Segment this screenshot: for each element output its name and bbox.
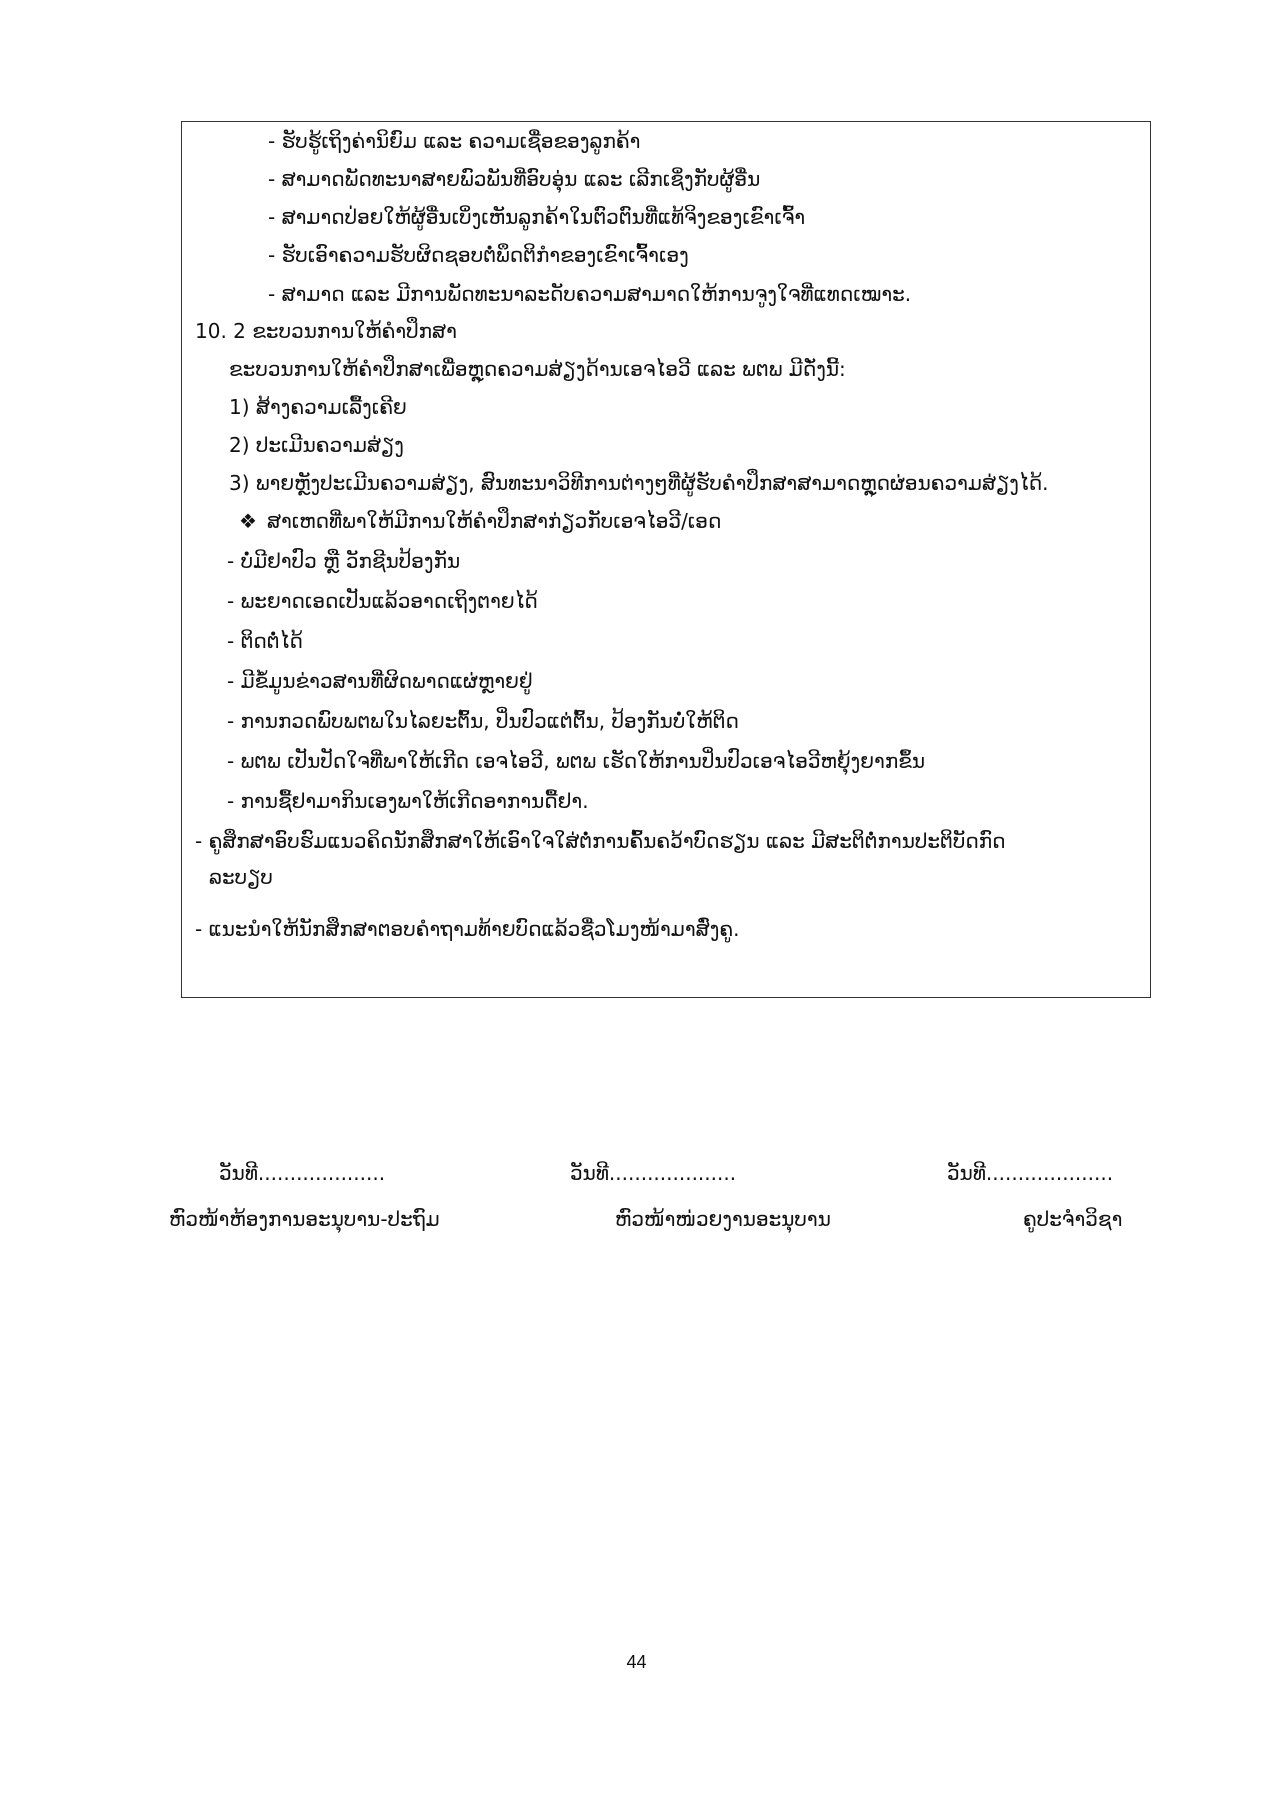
reasons-heading: ສາເຫດທີ່ພາໃຫ້ມີການໃຫ້ຄຳປຶກສາກ່ຽວກັບເອຈໄອວີ/ເອດ xyxy=(266,509,722,533)
reason-item: - ພະຍາດເອດເປັນແລ້ວອາດເຖິງຕາຍໄດ້ xyxy=(227,589,538,613)
teacher-note: - ຄູສຶກສາອົບຮົມແນວຄິດນັກສຶກສາໃຫ້ເອົາໃຈໃສ່ຕໍ່ການຄົ້ນຄວ້າບົດຮຽນ ແລະ ມີສະຕິຕໍ່ການປະຕິບັດກົດ xyxy=(195,829,1006,853)
page-number: 44 xyxy=(626,1652,647,1672)
reasons-heading-row xyxy=(239,508,721,534)
step-item: 1) ສ້າງຄວາມເລື້ງເຄີຍ xyxy=(229,395,407,419)
reason-item: - ບໍ່ມີຢາປົວ ຫຼື ວັກຊີນປ້ອງກັນ xyxy=(227,549,461,573)
date-line-left: ວັນທີ.................... xyxy=(219,1161,386,1185)
reason-item: - ມີຂໍ້ມູນຂ່າວສານທີ່ຜິດພາດແຜ່ຫຼາຍຢູ່ xyxy=(227,669,533,693)
reason-item: - ພຕພ ເປັນປັດໃຈທີ່ພາໃຫ້ເກີດ ເອຈໄອວີ, ພຕພ ເຮັດໃຫ້ການປິ່ນປົວເອຈໄອວີຫຍຸ້ງຍາກຂຶ້ນ xyxy=(227,749,926,773)
signature-title-left: ຫົວໜ້າຫ້ອງການອະນຸບານ-ປະຖົມ xyxy=(169,1207,440,1231)
section-intro: ຂະບວນການໃຫ້ຄຳປຶກສາເພື່ອຫຼຸດຄວາມສ່ຽງດ້ານເອຈໄອວີ ແລະ ພຕພ ມີດັ່ງນີ້: xyxy=(229,357,846,381)
homework-note: - ແນະນຳໃຫ້ນັກສຶກສາຕອບຄຳຖາມທ້າຍບົດແລ້ວຊື່ວໂມງໜ້າມາສົ່ງຄູ. xyxy=(195,917,740,941)
date-line-right: ວັນທີ.................... xyxy=(947,1161,1114,1185)
bullet-item: - ສາມາດປ່ອຍໃຫ້ຜູ້ອື່ນເບິ່ງເຫັນລູກຄ້າໃນຕົວຕົນທີ່ແທ້ຈິງຂອງເຂົາເຈົ້າ xyxy=(268,205,806,229)
lesson-content-box xyxy=(181,121,1151,998)
section-heading: 10. 2 ຂະບວນການໃຫ້ຄຳປຶກສາ xyxy=(195,319,457,343)
diamond-bullet-icon: ❖ xyxy=(239,509,257,533)
teacher-note-continuation: ລະບຽບ xyxy=(209,865,273,889)
bullet-item: - ສາມາດພັດທະນາສາຍພົວພັນທີ່ອົບອຸ່ນ ແລະ ເລີກເຊິ່ງກັບຜູ້ອື່ນ xyxy=(268,167,761,191)
reason-item: - ຕິດຕໍ່ໄດ້ xyxy=(227,629,303,653)
reason-item: - ການກວດພົບພຕພໃນໄລຍະຕົ້ນ, ປິ່ນປົວແຕ່ຕົ້ນ, ປ້ອງກັນບໍ່ໃຫ້ຕິດ xyxy=(227,709,739,733)
signature-title-right: ຄູປະຈຳວິຊາ xyxy=(1023,1207,1123,1231)
signature-title-middle: ຫົວໜ້າໜ່ວຍງານອະນຸບານ xyxy=(615,1207,831,1231)
reason-item: - ການຊື້ຢາມາກິນເອງພາໃຫ້ເກີດອາການດື້ຢາ. xyxy=(227,789,589,813)
bullet-item: - ຮັບເອົາຄວາມຮັບຜິດຊອບຕໍ່ພຶດຕິກຳຂອງເຂົາເຈົ້າເອງ xyxy=(268,243,689,267)
step-item: 2) ປະເມີນຄວາມສ່ຽງ xyxy=(229,433,404,457)
bullet-item: - ຮັບຮູ້ເຖິງຄ່ານິຍົມ ແລະ ຄວາມເຊື່ອຂອງລູກຄ້າ xyxy=(268,129,641,153)
date-line-middle: ວັນທີ.................... xyxy=(570,1161,737,1185)
bullet-item: - ສາມາດ ແລະ ມີການພັດທະນາລະດັບຄວາມສາມາດໃຫ້ການຈູງໃຈທີ່ແທດເໝາະ. xyxy=(268,282,912,306)
step-item: 3) ພາຍຫຼັງປະເມີນຄວາມສ່ຽງ, ສົນທະນາວິທີການຕ່າງໆທີ່ຜູ້ຮັບຄຳປຶກສາສາມາດຫຼຸດຜ່ອນຄວາມສ່ຽງໄດ້. xyxy=(229,471,1049,495)
